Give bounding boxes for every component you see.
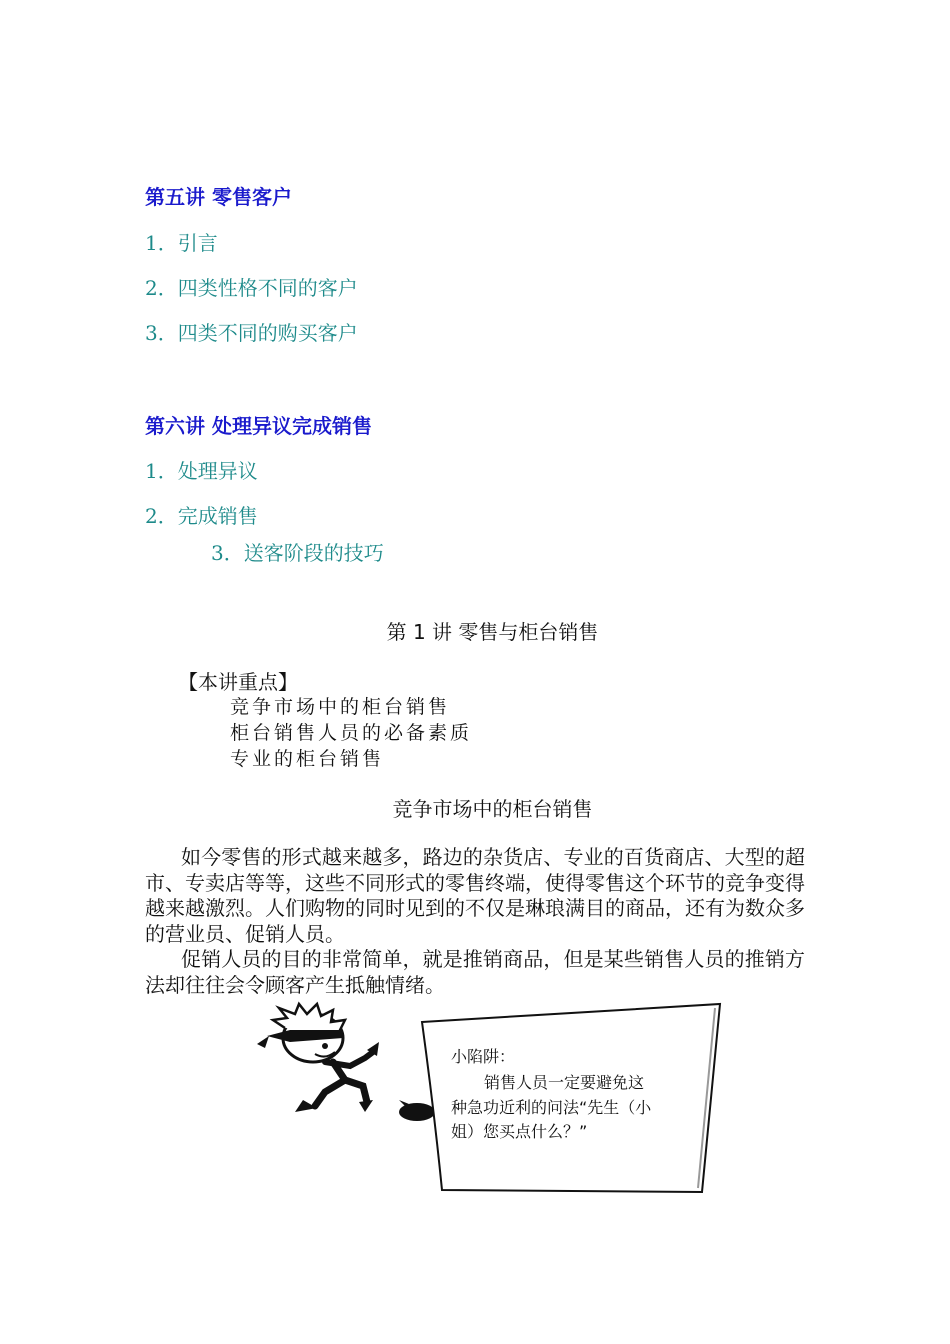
callout-line-3: 姐）您买点什么？” <box>451 1122 588 1141</box>
lecture5-item-2: 2．四类性格不同的客户 <box>145 276 358 300</box>
lecture5-item-1: 1．引言 <box>145 231 218 255</box>
lecture6-title: 第六讲 处理异议完成销售 <box>145 414 372 438</box>
focus-heading: 【本讲重点】 <box>178 670 298 694</box>
lecture6-item-2: 2．完成销售 <box>145 504 258 528</box>
focus-item-3: 专业的柜台销售 <box>230 748 385 770</box>
callout-line-2: 种急功近利的问法“先生（小 <box>451 1098 652 1117</box>
lecture6-item-3: 3．送客阶段的技巧 <box>211 541 384 565</box>
callout-label: 小陷阱： <box>451 1047 516 1066</box>
paragraph-2: 促销人员的目的非常简单，就是推销商品，但是某些销售人员的推销方法却往往会令顾客产生抵触情绪。 <box>145 947 805 997</box>
focus-item-2: 柜台销售人员的必备素质 <box>230 722 473 744</box>
lecture1-title: 第 1 讲 零售与柜台销售 <box>386 620 599 644</box>
lecture6-item-1: 1．处理异议 <box>145 459 258 483</box>
lecture5-title: 第五讲 零售客户 <box>145 185 292 209</box>
paragraph-1: 如今零售的形式越来越多，路边的杂货店、专业的百货商店、大型的超市、专卖店等等，这些不同形式的零售终端，使得零售这个环节的竞争变得越来越激烈。人们购物的同时见到的不仅是琳琅满目的商品，还有为数众多的营业员、促销人员。 <box>145 845 805 946</box>
focus-item-1: 竞争市场中的柜台销售 <box>230 696 451 718</box>
cartoon-salesman-illustration <box>255 1000 445 1130</box>
lecture5-item-3: 3．四类不同的购买客户 <box>145 321 358 345</box>
section-title: 竞争市场中的柜台销售 <box>392 797 593 821</box>
callout-line-1: 销售人员一定要避免这 <box>484 1073 645 1092</box>
